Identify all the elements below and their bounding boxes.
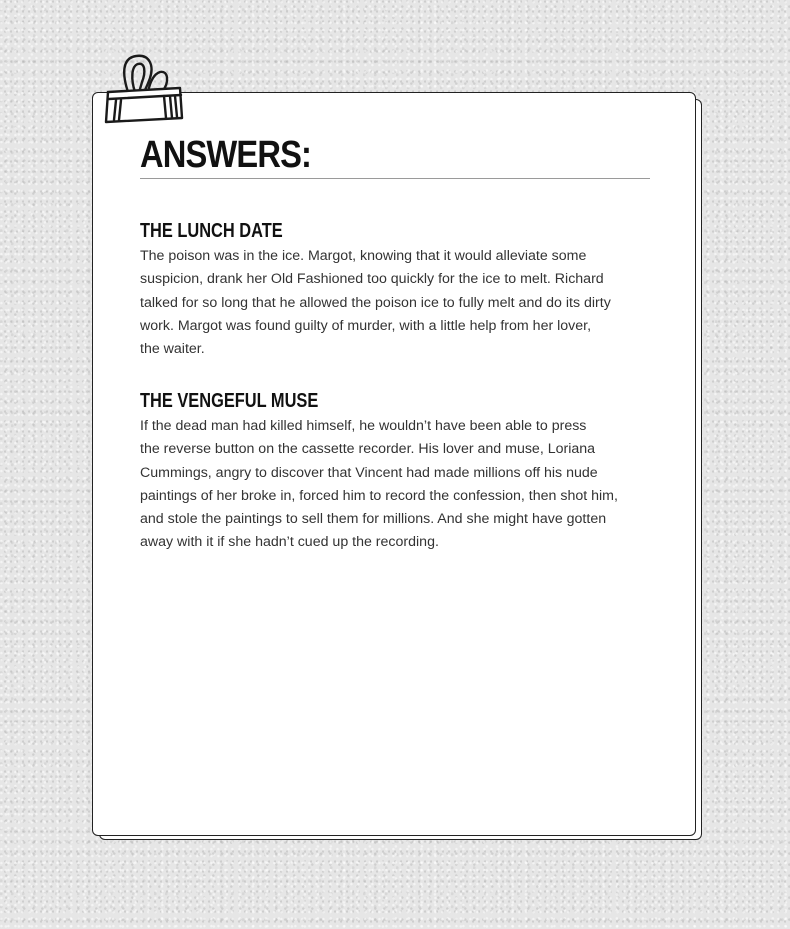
binder-clip-icon	[104, 52, 184, 124]
body-line: and stole the paintings to sell them for millions. And she might have gotten	[140, 511, 607, 528]
body-line: The poison was in the ice. Margot, knowing that it would alleviate some	[140, 248, 587, 264]
section-heading: THE VENGEFUL MUSE	[140, 390, 319, 412]
title-divider	[140, 178, 650, 179]
body-line: suspicion, drank her Old Fashioned too quickly for the ice to melt. Richard	[140, 271, 604, 288]
answer-section-lunch-date	[140, 219, 640, 361]
section-body	[140, 415, 640, 555]
body-line: If the dead man had killed himself, he wouldn’t have been able to press	[140, 418, 587, 434]
section-heading: THE LUNCH DATE	[140, 220, 283, 242]
body-line: Cummings, angry to discover that Vincent had made millions off his nude	[140, 464, 598, 481]
page-title: ANSWERS:	[140, 134, 312, 176]
section-body	[140, 245, 640, 361]
body-line: paintings of her broke in, forced him to record the confession, then shot him,	[140, 487, 618, 504]
body-line: away with it if she hadn’t cued up the recording.	[140, 534, 439, 551]
body-line: work. Margot was found guilty of murder, with a little help from her lover,	[140, 317, 592, 334]
body-line: talked for so long that he allowed the poison ice to fully melt and do its dirty	[140, 294, 611, 311]
body-line: the waiter.	[140, 341, 205, 358]
answer-section-vengeful-muse	[140, 389, 640, 555]
body-line: the reverse button on the cassette recorder. His lover and muse, Loriana	[140, 441, 596, 458]
